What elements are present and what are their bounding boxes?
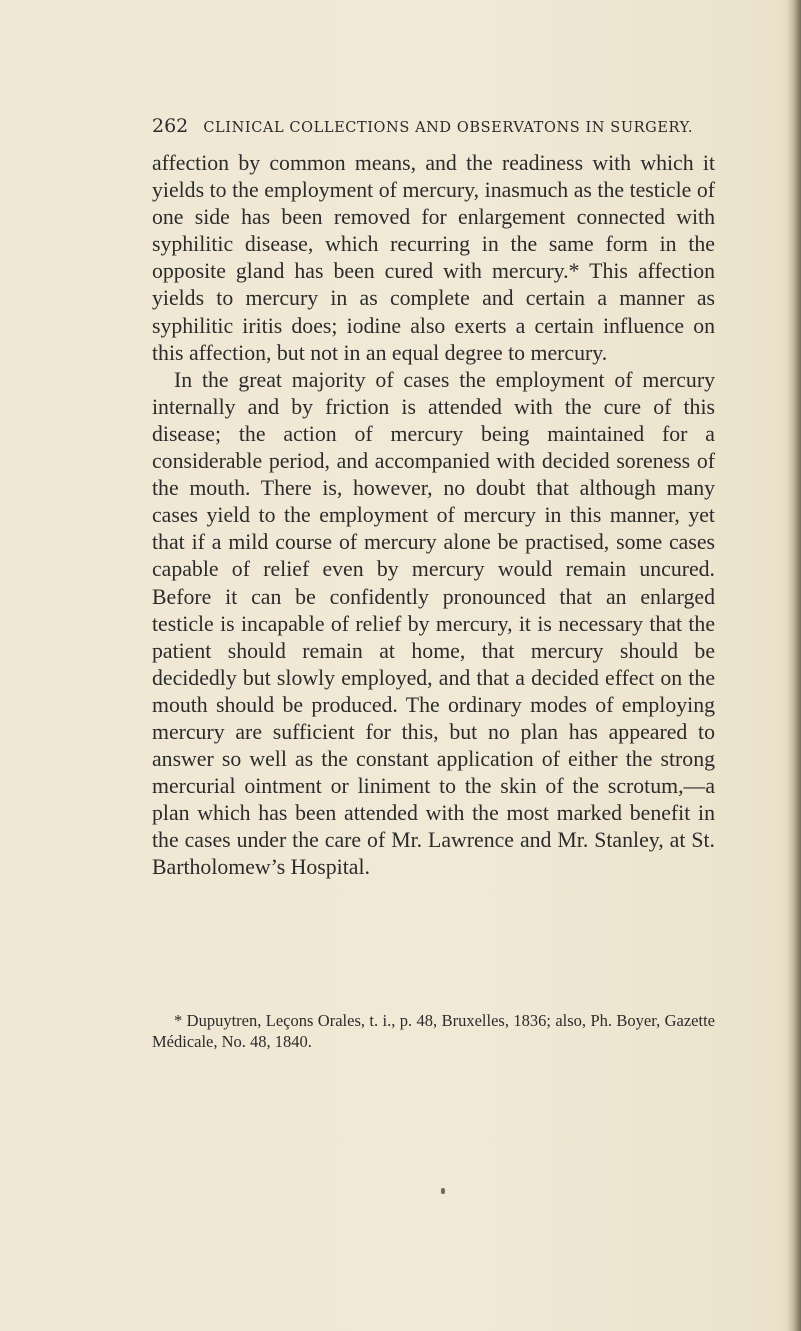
page-number: 262: [152, 115, 189, 137]
paragraph-1: affection by common means, and the readiness with which it yields to the employment of mercury, inasmuch as the testicle of one side has been removed for enlargement connected with syphilitic disease, which recurring in the same form in the opposite gland has been cured with mercury.* This affection yields to mercury in as complete and certain a manner as syphilitic iritis does; iodine also exerts a certain influence on this affection, but not in an equal degree to mercury.: [152, 151, 715, 365]
footnote: * Dupuytren, Leçons Orales, t. i., p. 48, Bruxelles, 1836; also, Ph. Boyer, Gazette Médicale, No. 48, 1840.: [152, 1011, 715, 1051]
body-text: [152, 150, 715, 882]
binding-edge-shadow: [787, 0, 801, 1331]
paragraph-2: In the great majority of cases the employment of mercury internally and by friction is attended with the cure of this disease; the action of mercury being maintained for a considerable period, and accompanied with decided soreness of the mouth. There is, however, no doubt that although many cases yield to the employment of mercury in this manner, yet that if a mild course of mercury alone be practised, some cases capable of relief even by mercury would remain uncured. Before it can be confidently pronounced that an enlarged testicle is incapable of relief by mercury, it is necessary that the patient should remain at home, that mercury should be decidedly but slowly employed, and that a decided effect on the mouth should be produced. The ordinary modes of employing mercury are sufficient for this, but no plan has appeared to answer so well as the constant application of either the strong mercurial ointment or liniment to the skin of the scrotum,—a plan which has been attended with the most marked benefit in the cases under the care of Mr. Lawrence and Mr. Stanley, at St. Bartholomew’s Hospital.: [152, 367, 715, 880]
running-title: CLINICAL COLLECTIONS AND OBSERVATONS IN SURGERY.: [203, 120, 694, 136]
running-head: [152, 115, 712, 137]
ink-speck: [441, 1188, 445, 1194]
